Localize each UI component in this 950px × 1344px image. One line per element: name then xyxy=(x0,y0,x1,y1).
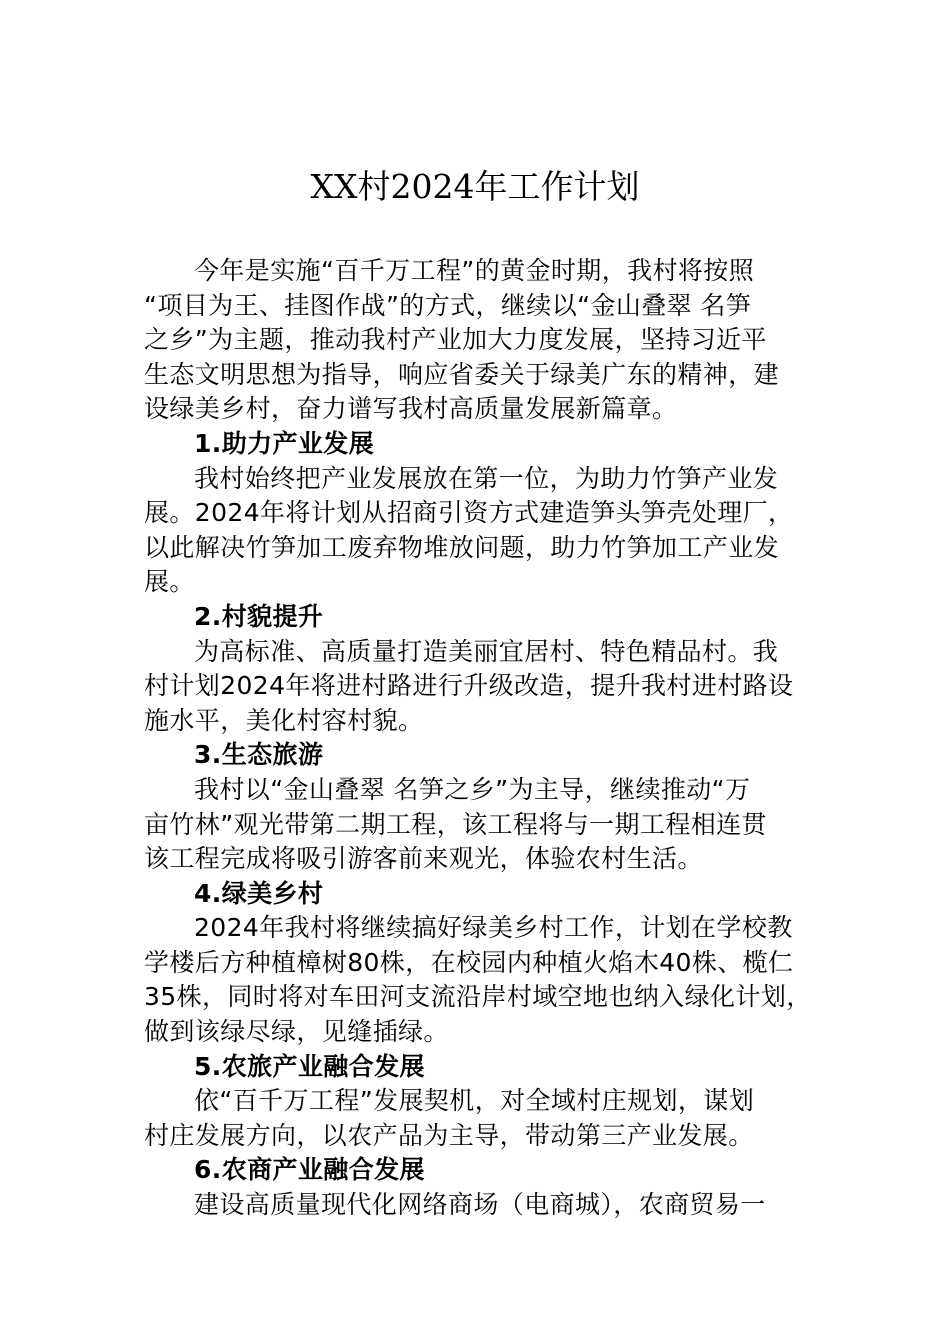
paragraph-line: 生态文明思想为指导，响应省委关于绿美广东的精神，建 xyxy=(144,359,780,389)
paragraph-line: 以此解决竹笋加工废弃物堆放问题，助力竹笋加工产业发 xyxy=(144,532,780,562)
paragraph-line: 该工程完成将吸引游客前来观光，体验农村生活。 xyxy=(144,844,703,874)
document-body xyxy=(144,254,812,1223)
section-heading: 2.村貌提升 xyxy=(194,601,324,631)
paragraph-line: 35株，同时将对车田河支流沿岸村域空地也纳入绿化计划， xyxy=(144,982,812,1012)
paragraph-line: 为高标准、高质量打造美丽宜居村、特色精品村。我 xyxy=(194,636,779,666)
section-heading: 4.绿美乡村 xyxy=(194,878,324,908)
paragraph-line: 建设高质量现代化网络商场（电商城），农商贸易一 xyxy=(194,1190,766,1220)
paragraph-line: 2024年我村将继续搞好绿美乡村工作，计划在学校教 xyxy=(194,913,793,943)
paragraph-line: 施水平，美化村容村貌。 xyxy=(144,705,424,735)
paragraph-line: 村庄发展方向，以农产品为主导，带动第三产业发展。 xyxy=(144,1120,754,1150)
section-agri-tourism xyxy=(144,1050,806,1154)
paragraph-line: 设绿美乡村，奋力谱写我村高质量发展新篇章。 xyxy=(144,394,678,424)
paragraph-line: 之乡”为主题，推动我村产业加大力度发展，坚持习近平 xyxy=(144,325,767,355)
paragraph-line: 村计划2024年将进村路进行升级改造，提升我村进村路设 xyxy=(144,671,794,701)
section-heading: 6.农商产业融合发展 xyxy=(194,1155,425,1185)
paragraph-line: 我村始终把产业发展放在第一位，为助力竹笋产业发 xyxy=(194,463,779,493)
section-heading: 3.生态旅游 xyxy=(194,740,324,770)
section-eco-tourism xyxy=(144,738,806,876)
section-heading: 5.农旅产业融合发展 xyxy=(194,1051,425,1081)
paragraph-line: 亩竹林”观光带第二期工程，该工程将与一期工程相连贯 xyxy=(144,809,767,839)
paragraph-line: 展。2024年将计划从招商引资方式建造笋头笋壳处理厂， xyxy=(144,498,794,528)
section-industry-development xyxy=(144,427,806,600)
section-heading: 1.助力产业发展 xyxy=(194,428,375,458)
paragraph-line: 依“百千万工程”发展契机，对全域村庄规划，谋划 xyxy=(194,1086,755,1116)
section-green-village xyxy=(144,877,812,1050)
paragraph-line: “项目为王、挂图作战”的方式，继续以“金山叠翠 名笋 xyxy=(144,290,752,320)
document-title: XX村2024年工作计划 xyxy=(310,167,640,206)
intro-paragraph xyxy=(144,254,806,427)
section-village-improvement xyxy=(144,600,806,738)
paragraph-line: 学楼后方种植樟树80株，在校园内种植火焰木40株、榄仁 xyxy=(144,947,794,977)
section-agri-commerce xyxy=(144,1153,806,1222)
paragraph-line: 展。 xyxy=(144,567,195,597)
paragraph-line: 做到该绿尽绿，见缝插绿。 xyxy=(144,1017,449,1047)
paragraph-line: 今年是实施“百千万工程”的黄金时期，我村将按照 xyxy=(194,256,755,285)
paragraph-line: 我村以“金山叠翠 名笋之乡”为主导，继续推动“万 xyxy=(194,774,751,804)
